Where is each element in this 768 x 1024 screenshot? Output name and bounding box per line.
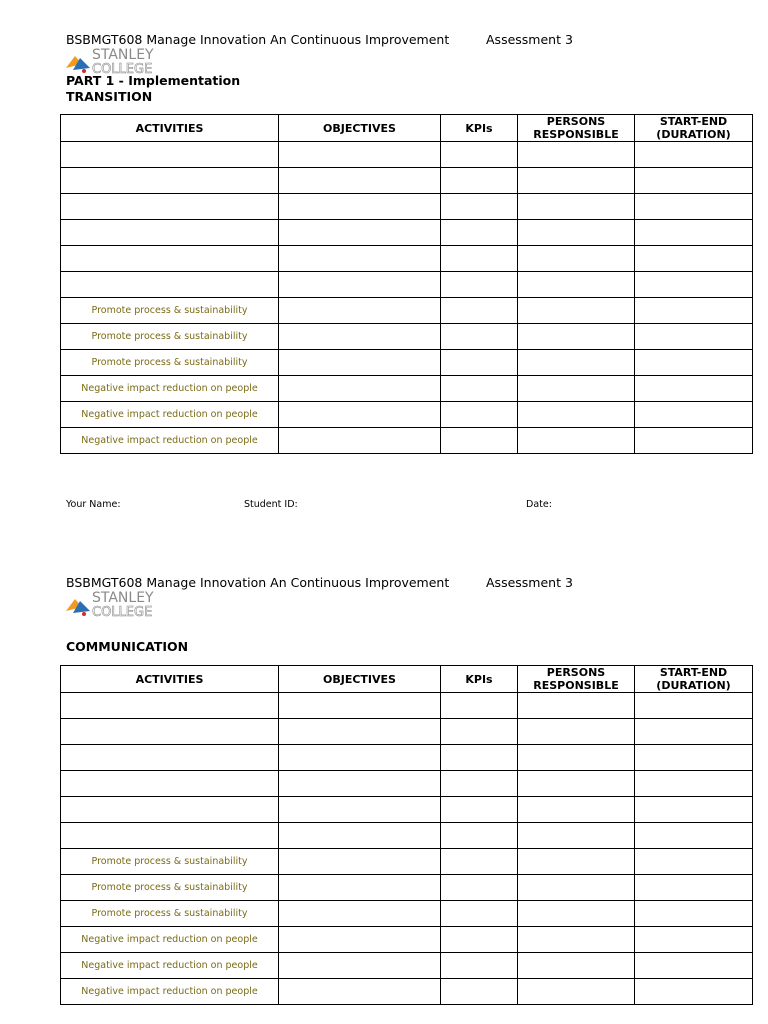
persons-responsible-cell (518, 901, 635, 927)
persons-responsible-cell (518, 194, 635, 220)
table-row (61, 376, 753, 402)
objective-cell (279, 745, 441, 771)
table-row (61, 246, 753, 272)
kpi-cell (441, 849, 518, 875)
start-end-cell (635, 823, 753, 849)
col-header-activities: ACTIVITIES (61, 115, 279, 142)
student-id-label: Student ID: (244, 499, 298, 510)
start-end-cell (635, 927, 753, 953)
objective-cell (279, 272, 441, 298)
activity-cell (61, 719, 279, 745)
objective-cell (279, 428, 441, 454)
objective-cell (279, 719, 441, 745)
col-header-activities: ACTIVITIES (61, 666, 279, 693)
persons-responsible-cell (518, 272, 635, 298)
kpi-cell (441, 797, 518, 823)
kpi-cell (441, 693, 518, 719)
table-row (61, 797, 753, 823)
objective-cell (279, 927, 441, 953)
activity-cell (61, 693, 279, 719)
start-end-cell (635, 194, 753, 220)
kpi-cell (441, 324, 518, 350)
activity-cell (61, 823, 279, 849)
assessment-label: Assessment 3 (486, 575, 573, 590)
activity-cell: Negative impact reduction on people (61, 927, 279, 953)
objective-cell (279, 194, 441, 220)
section-title-communication: COMMUNICATION (66, 639, 189, 654)
start-end-cell (635, 272, 753, 298)
persons-responsible-cell (518, 298, 635, 324)
activity-cell (61, 168, 279, 194)
kpi-cell (441, 272, 518, 298)
activity-cell: Promote process & sustainability (61, 324, 279, 350)
table-row (61, 324, 753, 350)
objective-cell (279, 693, 441, 719)
persons-responsible-cell (518, 745, 635, 771)
persons-responsible-cell (518, 246, 635, 272)
persons-responsible-cell (518, 771, 635, 797)
persons-responsible-cell (518, 402, 635, 428)
col-header-start-end: START-END (DURATION) (635, 666, 753, 693)
persons-responsible-cell (518, 875, 635, 901)
activity-cell (61, 771, 279, 797)
start-end-cell (635, 901, 753, 927)
kpi-cell (441, 979, 518, 1005)
kpi-cell (441, 823, 518, 849)
start-end-cell (635, 719, 753, 745)
table-row (61, 745, 753, 771)
table-row (61, 272, 753, 298)
start-end-cell (635, 324, 753, 350)
table-row (61, 901, 753, 927)
col-header-persons-responsible: PERSONS RESPONSIBLE (518, 666, 635, 693)
kpi-cell (441, 719, 518, 745)
persons-responsible-cell (518, 220, 635, 246)
logo-line1: STANLEY (92, 590, 154, 606)
table-row (61, 953, 753, 979)
activity-cell (61, 194, 279, 220)
objective-cell (279, 142, 441, 168)
col-header-kpis: KPIs (441, 666, 518, 693)
activity-cell (61, 797, 279, 823)
persons-responsible-cell (518, 823, 635, 849)
table-row (61, 142, 753, 168)
persons-responsible-cell (518, 168, 635, 194)
col-header-objectives: OBJECTIVES (279, 666, 441, 693)
kpi-cell (441, 901, 518, 927)
objective-cell (279, 849, 441, 875)
your-name-label: Your Name: (66, 499, 121, 510)
transition-table (60, 114, 753, 454)
activity-cell: Negative impact reduction on people (61, 953, 279, 979)
start-end-cell (635, 771, 753, 797)
part-title: PART 1 - Implementation (66, 73, 241, 88)
table-row (61, 693, 753, 719)
activity-cell: Negative impact reduction on people (61, 979, 279, 1005)
start-end-cell (635, 376, 753, 402)
communication-table (60, 665, 753, 1005)
persons-responsible-cell (518, 719, 635, 745)
activity-cell (61, 272, 279, 298)
start-end-cell (635, 298, 753, 324)
objective-cell (279, 350, 441, 376)
objective-cell (279, 953, 441, 979)
table-row (61, 771, 753, 797)
table-row (61, 428, 753, 454)
date-label: Date: (526, 499, 552, 510)
table-row (61, 927, 753, 953)
objective-cell (279, 376, 441, 402)
kpi-cell (441, 246, 518, 272)
table-header-row (61, 115, 753, 142)
col-header-persons-responsible: PERSONS RESPONSIBLE (518, 115, 635, 142)
section-title-transition: TRANSITION (66, 89, 153, 104)
activity-cell (61, 745, 279, 771)
persons-responsible-cell (518, 693, 635, 719)
table-row (61, 402, 753, 428)
assessment-label: Assessment 3 (486, 32, 573, 47)
objective-cell (279, 168, 441, 194)
start-end-cell (635, 875, 753, 901)
start-end-cell (635, 402, 753, 428)
kpi-cell (441, 428, 518, 454)
logo-line2: COLLEGE (92, 605, 153, 620)
activity-cell (61, 220, 279, 246)
persons-responsible-cell (518, 979, 635, 1005)
table-row (61, 220, 753, 246)
objective-cell (279, 771, 441, 797)
table-row (61, 849, 753, 875)
activity-cell: Promote process & sustainability (61, 875, 279, 901)
start-end-cell (635, 220, 753, 246)
col-header-objectives: OBJECTIVES (279, 115, 441, 142)
persons-responsible-cell (518, 350, 635, 376)
persons-responsible-cell (518, 953, 635, 979)
activity-cell: Negative impact reduction on people (61, 428, 279, 454)
start-end-cell (635, 350, 753, 376)
kpi-cell (441, 298, 518, 324)
kpi-cell (441, 194, 518, 220)
persons-responsible-cell (518, 324, 635, 350)
col-header-start-end: START-END (DURATION) (635, 115, 753, 142)
activity-cell: Promote process & sustainability (61, 298, 279, 324)
activity-cell: Promote process & sustainability (61, 901, 279, 927)
activity-cell: Promote process & sustainability (61, 350, 279, 376)
activity-cell: Promote process & sustainability (61, 849, 279, 875)
persons-responsible-cell (518, 376, 635, 402)
table-row (61, 194, 753, 220)
activity-cell: Negative impact reduction on people (61, 376, 279, 402)
objective-cell (279, 402, 441, 428)
table-row (61, 719, 753, 745)
kpi-cell (441, 927, 518, 953)
kpi-cell (441, 953, 518, 979)
logo-line2: COLLEGE (92, 62, 153, 77)
logo-line1: STANLEY (92, 47, 154, 63)
table-row (61, 298, 753, 324)
persons-responsible-cell (518, 849, 635, 875)
start-end-cell (635, 168, 753, 194)
college-logo (64, 587, 164, 627)
kpi-cell (441, 402, 518, 428)
objective-cell (279, 875, 441, 901)
course-title: BSBMGT608 Manage Innovation An Continuous Improvement (66, 575, 450, 590)
objective-cell (279, 324, 441, 350)
table-row (61, 979, 753, 1005)
start-end-cell (635, 428, 753, 454)
persons-responsible-cell (518, 428, 635, 454)
kpi-cell (441, 771, 518, 797)
kpi-cell (441, 875, 518, 901)
activity-cell: Negative impact reduction on people (61, 402, 279, 428)
kpi-cell (441, 745, 518, 771)
col-header-kpis: KPIs (441, 115, 518, 142)
objective-cell (279, 823, 441, 849)
objective-cell (279, 797, 441, 823)
persons-responsible-cell (518, 797, 635, 823)
table-row (61, 350, 753, 376)
objective-cell (279, 298, 441, 324)
objective-cell (279, 901, 441, 927)
start-end-cell (635, 979, 753, 1005)
start-end-cell (635, 953, 753, 979)
start-end-cell (635, 849, 753, 875)
activity-cell (61, 142, 279, 168)
logo-mark-icon (64, 587, 164, 627)
activity-cell (61, 246, 279, 272)
table-row (61, 875, 753, 901)
objective-cell (279, 246, 441, 272)
kpi-cell (441, 142, 518, 168)
objective-cell (279, 979, 441, 1005)
table-row (61, 823, 753, 849)
objective-cell (279, 220, 441, 246)
table-header-row (61, 666, 753, 693)
course-title: BSBMGT608 Manage Innovation An Continuous Improvement (66, 32, 450, 47)
kpi-cell (441, 376, 518, 402)
start-end-cell (635, 246, 753, 272)
kpi-cell (441, 350, 518, 376)
table-row (61, 168, 753, 194)
start-end-cell (635, 693, 753, 719)
start-end-cell (635, 745, 753, 771)
persons-responsible-cell (518, 142, 635, 168)
persons-responsible-cell (518, 927, 635, 953)
kpi-cell (441, 168, 518, 194)
start-end-cell (635, 797, 753, 823)
start-end-cell (635, 142, 753, 168)
kpi-cell (441, 220, 518, 246)
